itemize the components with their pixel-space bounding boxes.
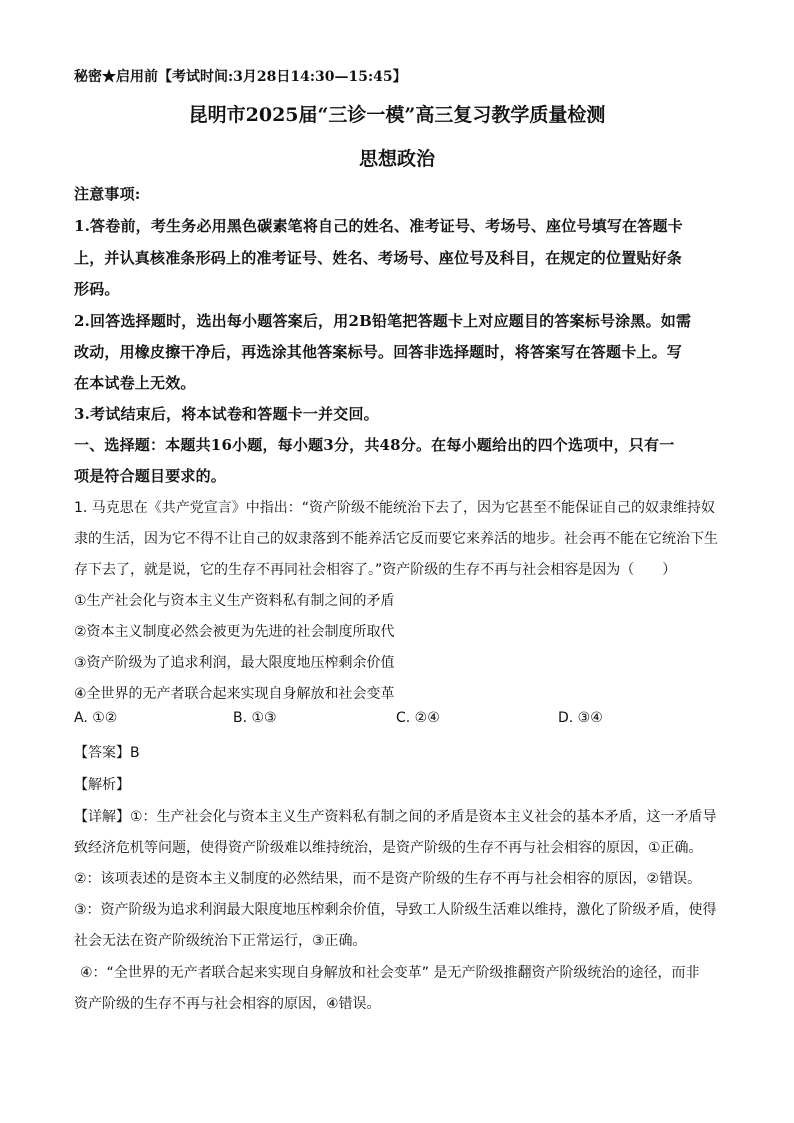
question-item-3: ③资产阶级为了追求利润，最大限度地压榨剩余价值 <box>74 655 395 671</box>
notice-item-3: 3.考试结束后，将本试卷和答题卡一并交回。 <box>74 405 379 423</box>
question-item-2: ②资本主义制度必然会被更为先进的社会制度所取代 <box>74 624 395 640</box>
option-d: D. ③④ <box>558 710 603 726</box>
answer-value: B <box>130 745 140 761</box>
section-heading: 一、选择题：本题共16小题，每小题3分，共48分。在每小题给出的四个选项中，只有一 <box>74 436 675 454</box>
option-c: C. ②④ <box>396 710 440 726</box>
notice-item-2: 2.回答选择题时，选出每小题答案后，用2B铅笔把答题卡上对应题目的答案标号涂黑。如需 <box>74 312 692 330</box>
answer-line <box>74 742 140 762</box>
notice-item-1-cont: 上，并认真核准条形码上的准考证号、姓名、考场号、座位号及科目，在规定的位置贴好条 <box>74 249 683 267</box>
option-a: A. ①② <box>74 710 118 726</box>
notice-item-1: 1.答卷前，考生务必用黑色碳素笔将自己的姓名、准考证号、考场号、座位号填写在答题卡 <box>74 217 683 235</box>
notice-item-2-cont: 改动，用橡皮擦干净后，再选涂其他答案标号。回答非选择题时，将答案写在答题卡上。写 <box>74 343 683 361</box>
detail-text-1: ①：生产社会化与资本主义生产资料私有制之间的矛盾是资本主义社会的基本矛盾，这一矛盾导 <box>130 809 717 825</box>
detail-line-4: ③：资产阶级为追求利润最大限度地压榨剩余价值，导致工人阶级生活难以维持，激化了阶级矛盾，使得 <box>74 902 717 918</box>
confidential-header: 秘密★启用前【考试时间:3月28日14:30—15:45】 <box>74 69 407 85</box>
section-heading-cont: 项是符合题目要求的。 <box>74 467 227 485</box>
question-item-4: ④全世界的无产者联合起来实现自身解放和社会变革 <box>74 686 395 702</box>
exam-title: 昆明市2025届“三诊一模”高三复习教学质量检测 <box>188 104 606 126</box>
question-stem-cont: 隶的生活，因为它不得不让自己的奴隶落到不能养活它反而要它来养活的地步。社会再不能在它统治下生 <box>74 531 718 547</box>
question-stem-end: 存下去了，就是说，它的生存不再同社会相容了。”资产阶级的生存不再与社会相容是因为（ ） <box>74 562 677 578</box>
question-item-1: ①生产社会化与资本主义生产资料私有制之间的矛盾 <box>74 593 395 609</box>
detail-line-6: ④：“全世界的无产者联合起来实现自身解放和社会变革” 是无产阶级推翻资产阶级统治的途径，而非 <box>80 965 700 981</box>
analysis-label: 【解析】 <box>74 777 130 793</box>
detail-label: 【详解】 <box>74 809 130 825</box>
notice-heading: 注意事项: <box>74 185 141 203</box>
detail-line-5: 社会无法在资产阶级统治下正常运行，③正确。 <box>74 933 367 949</box>
subject-title: 思想政治 <box>358 148 435 170</box>
notice-item-2-end: 在本试卷上无效。 <box>74 374 196 392</box>
answer-label: 【答案】 <box>74 745 130 761</box>
detail-line-3: ②：该项表述的是资本主义制度的必然结果，而不是资产阶级的生存不再与社会相容的原因，②错误。 <box>74 871 702 887</box>
detail-line-1 <box>74 806 717 826</box>
question-stem: 1. 马克思在《共产党宣言》中指出：“资产阶级不能统治下去了，因为它甚至不能保证自己的奴隶维持奴 <box>74 500 716 516</box>
notice-item-1-end: 形码。 <box>74 280 120 298</box>
option-b: B. ①③ <box>233 710 277 726</box>
detail-line-2: 致经济危机等问题，使得资产阶级难以维持统治，是资产阶级的生存不再与社会相容的原因，①正确。 <box>74 840 703 856</box>
detail-line-7: 资产阶级的生存不再与社会相容的原因，④错误。 <box>74 996 381 1012</box>
